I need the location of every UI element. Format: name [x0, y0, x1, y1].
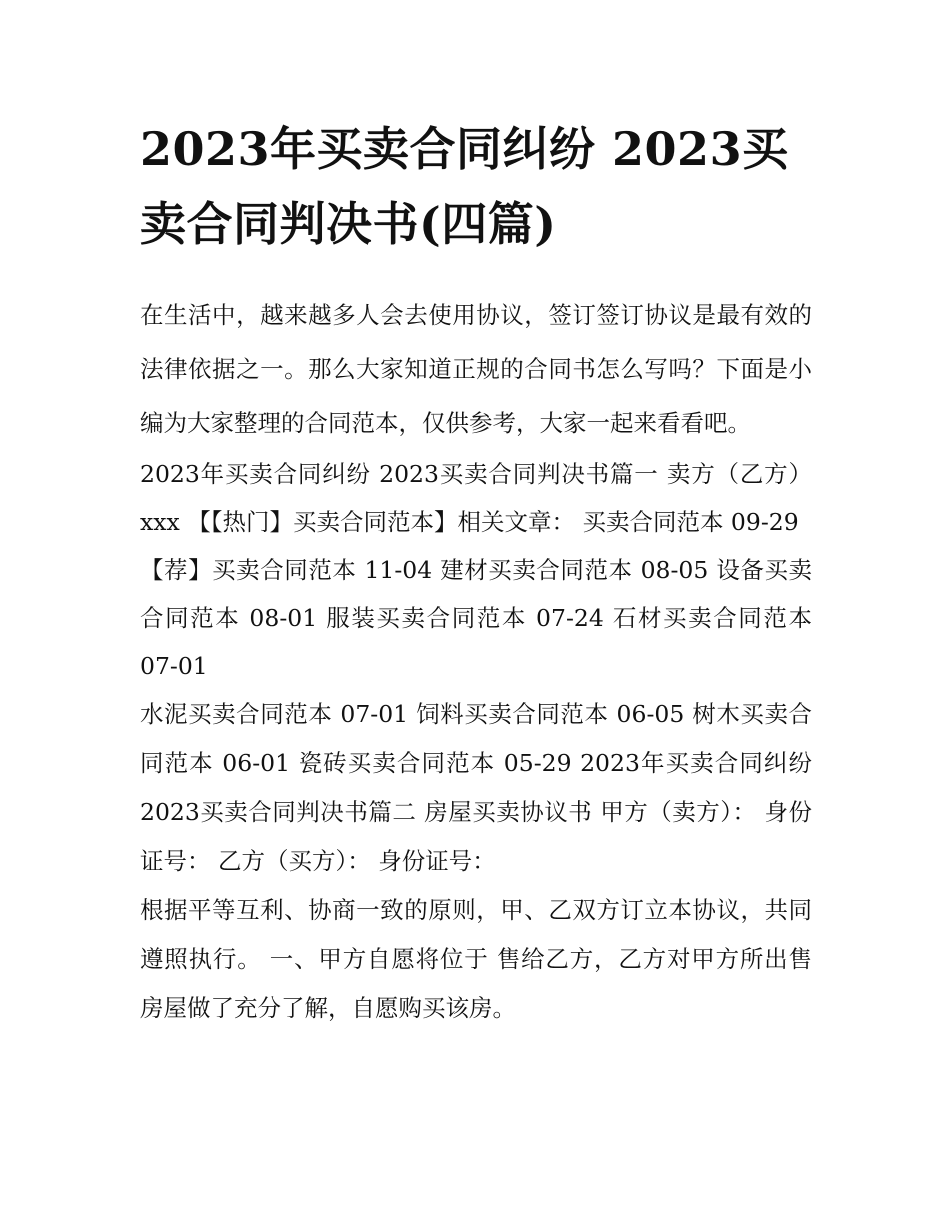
- section-one-paragraph: 2023年买卖合同纠纷 2023买卖合同判决书篇一 卖方（乙方）xxx 【【热门】买卖合同范本】相关文章： 买卖合同范本 09-29: [140, 460, 812, 536]
- intro-paragraph: 在生活中，越来越多人会去使用协议，签订签订协议是最有效的法律依据之一。那么大家知道正规的合同书怎么写吗？下面是小编为大家整理的合同范本，仅供参考，大家一起来看看吧。: [140, 301, 812, 437]
- section-two-paragraph: 水泥买卖合同范本 07-01 饲料买卖合同范本 06-05 树木买卖合同范本 06-01 瓷砖买卖合同范本 05-29 2023年买卖合同纠纷 2023买卖合同判决书篇二 房屋买卖协议书 甲方（卖方）： 身份证号： 乙方（买方）： 身份证号：: [140, 700, 812, 875]
- agreement-paragraph: 根据平等互利、协商一致的原则，甲、乙双方订立本协议，共同遵照执行。 一、甲方自愿将位于 售给乙方，乙方对甲方所出售房屋做了充分了解，自愿购买该房。: [140, 896, 812, 1022]
- document-title: 2023年买卖合同纠纷 2023买卖合同判决书(四篇): [140, 122, 789, 251]
- related-articles-paragraph: 【荐】买卖合同范本 11-04 建材买卖合同范本 08-05 设备买卖合同范本 08-01 服装买卖合同范本 07-24 石材买卖合同范本 07-01: [140, 556, 812, 680]
- document-page: [140, 112, 812, 1033]
